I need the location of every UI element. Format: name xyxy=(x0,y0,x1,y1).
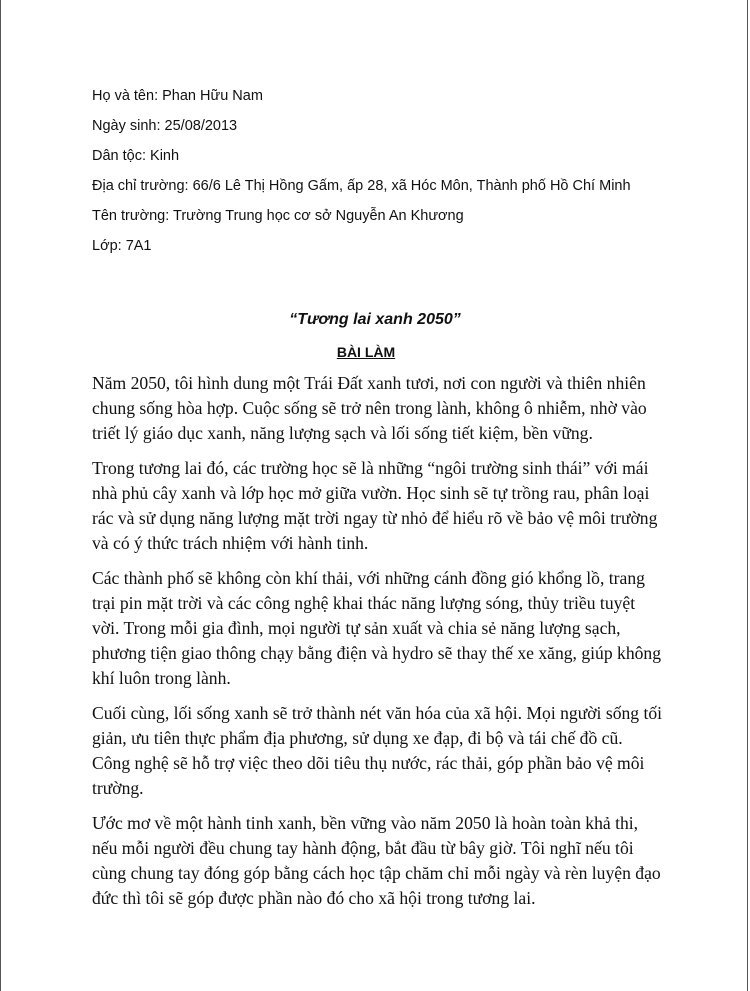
date-of-birth: Ngày sinh: 25/08/2013 xyxy=(92,118,238,134)
school-name: Tên trường: Trường Trung học cơ sở Nguyễn An Khương xyxy=(92,208,464,224)
essay-title: “Tương lai xanh 2050” xyxy=(289,311,461,328)
school-address: Địa chỉ trường: 66/6 Lê Thị Hồng Gấm, ấp 28, xã Hóc Môn, Thành phố Hồ Chí Minh xyxy=(92,178,631,194)
essay-heading: BÀI LÀM xyxy=(336,344,396,360)
student-info xyxy=(92,86,732,266)
student-name: Họ và tên: Phan Hữu Nam xyxy=(92,88,263,104)
essay-paragraph-1: Năm 2050, tôi hình dung một Trái Đất xanh tươi, nơi con người và thiên nhiên chung sống hòa hợp. Cuộc sống sẽ trở nên trong lành, không ô nhiễm, nhờ vào triết lý giáo dục xanh, năng lượng sạch và lối sống tiết kiệm, bền vững. xyxy=(92,373,647,443)
essay-paragraph-2: Trong tương lai đó, các trường học sẽ là những “ngôi trường sinh thái” với mái nhà phủ cây xanh và lớp học mở giữa vườn. Học sinh sẽ tự trồng rau, phân loại rác và sử dụng năng lượng mặt trời ngay từ nhỏ để hiểu rõ về bảo vệ môi trường và có ý thức trách nhiệm với hành tinh. xyxy=(92,458,658,553)
essay-paragraph-4: Cuối cùng, lối sống xanh sẽ trở thành nét văn hóa của xã hội. Mọi người sống tối giản, ưu tiên thực phẩm địa phương, sử dụng xe đạp, đi bộ và tái chế đồ cũ. Công nghệ sẽ hỗ trợ việc theo dõi tiêu thụ nước, rác thải, góp phần bảo vệ môi trường. xyxy=(92,703,663,798)
essay-paragraph-3: Các thành phố sẽ không còn khí thải, với những cánh đồng gió khổng lồ, trang trại pin mặt trời và các công nghệ khai thác năng lượng sóng, thủy triều tuyệt vời. Trong mỗi gia đình, mọi người tự sản xuất và chia sẻ năng lượng sạch, phương tiện giao thông chạy bằng điện và hydro sẽ thay thế xe xăng, giúp không khí luôn trong lành. xyxy=(92,568,662,688)
class-name: Lớp: 7A1 xyxy=(92,238,152,254)
ethnicity: Dân tộc: Kinh xyxy=(92,148,180,164)
essay-paragraph-5: Ước mơ về một hành tinh xanh, bền vững vào năm 2050 là hoàn toàn khả thi, nếu mỗi người đều chung tay hành động, bắt đầu từ bây giờ. Tôi nghĩ nếu tôi cùng chung tay đóng góp bằng cách học tập chăm chỉ mỗi ngày và rèn luyện đạo đức thì tôi sẽ góp được phần nào đó cho xã hội trong tương lai. xyxy=(92,813,661,908)
essay-body xyxy=(92,371,664,921)
